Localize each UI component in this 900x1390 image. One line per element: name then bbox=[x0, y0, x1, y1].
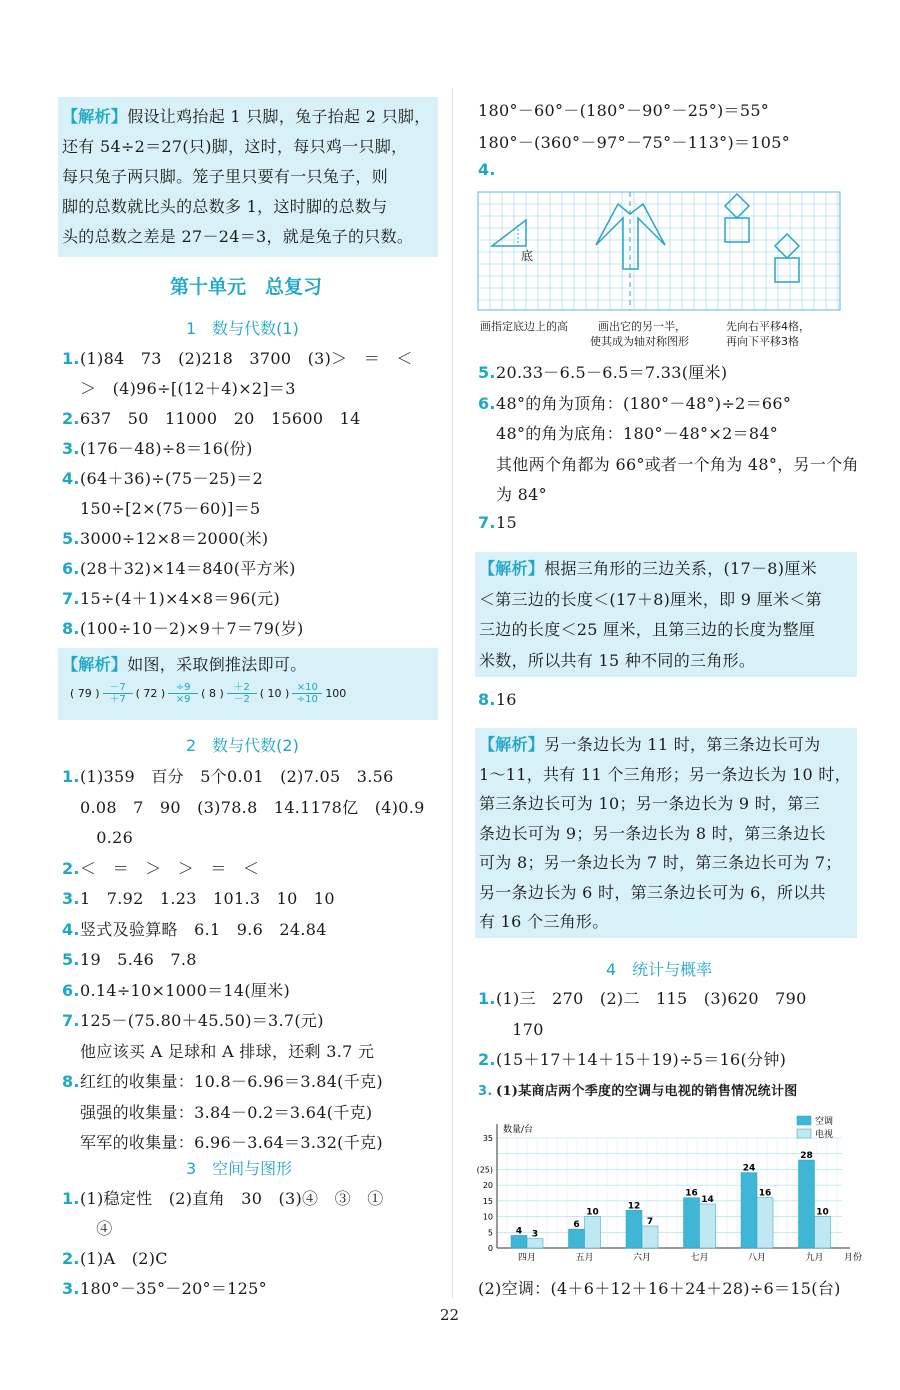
item-text: ＞ (4)96÷[(12＋4)×2]＝3 bbox=[80, 379, 296, 398]
list-item: 180°－(360°－97°－75°－113°)＝105° bbox=[478, 133, 791, 152]
analysis-1-line bbox=[62, 134, 407, 157]
bar-value-label: 16 bbox=[758, 1188, 772, 1199]
item-number: 4. bbox=[62, 919, 80, 939]
column-divider bbox=[452, 88, 453, 1298]
bar-value-label: 14 bbox=[701, 1195, 714, 1205]
bar-value-label: 10 bbox=[816, 1207, 829, 1218]
list-item bbox=[62, 1008, 324, 1031]
bar-value-label: 24 bbox=[742, 1163, 756, 1174]
list-item bbox=[62, 917, 327, 940]
section-1-title: 1 数与代数(1) bbox=[186, 319, 299, 338]
chain-node: ( 10 ) bbox=[259, 687, 290, 700]
analysis-1-line bbox=[62, 104, 431, 127]
analysis-tag: 【解析】 bbox=[62, 107, 128, 126]
analysis-1-line bbox=[62, 194, 388, 217]
analysis-tag: 【解析】 bbox=[62, 655, 128, 674]
bar-电视 bbox=[700, 1204, 716, 1248]
last-line: (2)空调：(4＋6＋12＋16＋24＋28)÷6＝15(台) bbox=[478, 1279, 841, 1298]
item-number: 5. bbox=[62, 529, 80, 548]
analysis-line bbox=[479, 762, 851, 785]
list-item bbox=[62, 856, 259, 879]
bar-value-label: 7 bbox=[646, 1217, 654, 1227]
item-text: 他应该买 A 足球和 A 排球，还剩 3.7 元 bbox=[80, 1041, 375, 1061]
item-text: 0.26 bbox=[80, 828, 134, 847]
section-2-title: 2 数与代数(2) bbox=[186, 736, 299, 755]
chain-arrow bbox=[168, 682, 198, 705]
item-text: 0.14÷10×1000＝14(厘米) bbox=[80, 980, 291, 1000]
item-text: 15 bbox=[496, 512, 517, 532]
item-text: 15÷(4＋1)×4×8＝96(元) bbox=[80, 589, 281, 608]
list-item bbox=[62, 1186, 384, 1209]
analysis-line bbox=[479, 556, 817, 579]
item-text: (176－48)÷8＝16(份) bbox=[80, 439, 253, 458]
q4-number: 4. bbox=[478, 160, 496, 179]
legend-label: 电视 bbox=[815, 1130, 834, 1140]
item-text: 150÷[2×(75－60)]＝5 bbox=[80, 499, 261, 518]
list-item bbox=[478, 360, 727, 383]
analysis-text: 有 16 个三角形。 bbox=[479, 912, 609, 931]
item-text: 125－(75.80＋45.50)＝3.7(元) bbox=[80, 1011, 324, 1030]
category-label: 四月 bbox=[517, 1253, 537, 1263]
list-item bbox=[62, 436, 253, 459]
item-number: 6. bbox=[62, 559, 80, 578]
category-label: 六月 bbox=[632, 1253, 652, 1263]
chain-op-forward: －7 bbox=[109, 682, 126, 693]
list-item bbox=[62, 1246, 168, 1269]
list-item bbox=[62, 346, 413, 369]
analysis-1-text: 每只兔子两只脚。笼子里只要有一只兔子，则 bbox=[62, 167, 389, 186]
analysis-line bbox=[479, 648, 755, 671]
legend-swatch bbox=[797, 1116, 811, 1125]
caption-2: 画出它的另一半， bbox=[598, 320, 686, 333]
list-item bbox=[62, 978, 290, 1001]
item-number: 8. bbox=[62, 1072, 80, 1091]
analysis-1-text: 脚的总数就比头的总数多 1，这时脚的总数与 bbox=[62, 197, 388, 216]
legend-label: 空调 bbox=[815, 1117, 834, 1127]
list-item bbox=[478, 1080, 798, 1099]
page-number: 22 bbox=[440, 1306, 460, 1324]
analysis-line bbox=[479, 791, 820, 814]
analysis-1-text: 假设让鸡抬起 1 只脚，兔子抬起 2 只脚， bbox=[127, 107, 431, 126]
chain-arrow bbox=[292, 682, 322, 705]
y-tick-label: 20 bbox=[482, 1181, 493, 1191]
analysis-1-text: 还有 54÷2＝27(只)脚，这时，每只鸡一只脚， bbox=[62, 137, 408, 156]
item-text: 红红的收集量：10.8－6.96＝3.84(千克) bbox=[80, 1072, 383, 1091]
bar-电视 bbox=[815, 1217, 831, 1248]
item-text: 637 50 11000 20 15600 14 bbox=[80, 409, 361, 428]
item-number: 3. bbox=[62, 889, 80, 908]
list-item bbox=[62, 466, 263, 489]
category-label: 七月 bbox=[690, 1253, 709, 1263]
analysis-text: 根据三角形的三边关系，(17－8)厘米 bbox=[544, 559, 817, 578]
analysis-1-line bbox=[62, 164, 388, 187]
analysis-text: 可为 8；另一条边长为 7 时，第三条边长可为 7； bbox=[479, 853, 842, 872]
item-number: 3. bbox=[62, 1279, 80, 1298]
item-text: 170 bbox=[496, 1019, 544, 1039]
item-text: 48°的角为顶角：(180°－48°)÷2＝66° bbox=[496, 393, 792, 413]
analysis-2 bbox=[62, 652, 307, 675]
chain-node: ( 8 ) bbox=[201, 687, 224, 700]
item-text: (1)某商店两个季度的空调与电视的销售情况统计图 bbox=[496, 1084, 798, 1099]
list-item bbox=[62, 616, 304, 639]
analysis-text: 条边长可为 9；另一条边长为 8 时，第三条边长 bbox=[479, 823, 826, 843]
x-axis-label: 月份 bbox=[844, 1253, 863, 1263]
item-text: (15＋17＋14＋15＋19)÷5＝16(分钟) bbox=[496, 1050, 787, 1069]
item-text: 19 5.46 7.8 bbox=[80, 950, 197, 969]
item-text: (28＋32)×14＝840(平方米) bbox=[80, 559, 296, 578]
bar-value-label: 16 bbox=[685, 1188, 698, 1199]
y-tick-label: 35 bbox=[482, 1134, 493, 1143]
item-text: 竖式及验算略 6.1 9.6 24.84 bbox=[80, 919, 327, 939]
bar-value-label: 4 bbox=[515, 1226, 523, 1237]
item-number: 3. bbox=[478, 1084, 493, 1099]
item-text: 强强的收集量：3.84－0.2＝3.64(千克) bbox=[80, 1102, 373, 1122]
bar-value-label: 3 bbox=[531, 1229, 539, 1240]
y-tick-label: 5 bbox=[487, 1228, 493, 1238]
item-number: 1. bbox=[62, 349, 80, 368]
caption-3: 使其成为轴对称图形 bbox=[590, 335, 689, 348]
bar-空调 bbox=[684, 1198, 700, 1248]
list-item bbox=[62, 947, 197, 970]
section-4-title: 4 统计与概率 bbox=[606, 960, 713, 979]
bar-chart bbox=[475, 1110, 863, 1270]
list-item bbox=[62, 886, 335, 909]
chain-node: 100 bbox=[325, 687, 347, 700]
list-item bbox=[62, 1100, 372, 1123]
chain-op-back: ÷10 bbox=[296, 694, 318, 705]
category-label: 九月 bbox=[805, 1253, 824, 1263]
item-text: (64＋36)÷(75－25)＝2 bbox=[80, 469, 264, 488]
list-item bbox=[62, 825, 133, 848]
item-number: 8. bbox=[62, 619, 80, 638]
item-number: 1. bbox=[478, 989, 496, 1008]
item-text: 为 84° bbox=[496, 485, 547, 504]
item-number: 6. bbox=[62, 980, 80, 1000]
bar-空调 bbox=[741, 1173, 757, 1248]
list-item bbox=[62, 586, 280, 609]
chain-arrow bbox=[227, 682, 257, 705]
analysis-line bbox=[479, 821, 826, 844]
bar-电视 bbox=[585, 1217, 601, 1248]
item-number: 6. bbox=[478, 393, 496, 413]
analysis-text: 第三条边长可为 10；另一条边长为 9 时，第三 bbox=[479, 794, 820, 813]
item-number: 5. bbox=[478, 363, 496, 382]
analysis-line bbox=[479, 850, 842, 873]
list-item bbox=[62, 376, 296, 399]
bar-value-label: 12 bbox=[627, 1201, 641, 1212]
item-text: ＜ ＝ ＞ ＞ ＝ ＜ bbox=[80, 858, 260, 878]
list-item bbox=[62, 556, 296, 579]
item-text: 其他两个角都为 66°或者一个角为 48°，另一个角 bbox=[496, 454, 859, 474]
chain-op-forward: ×10 bbox=[296, 682, 318, 693]
item-number: 2. bbox=[62, 409, 80, 428]
analysis-2-text: 如图，采取倒推法即可。 bbox=[127, 655, 307, 674]
bar-value-label: 6 bbox=[573, 1220, 580, 1231]
y-tick-label: 10 bbox=[482, 1212, 493, 1222]
analysis-line bbox=[479, 732, 820, 755]
base-label: 底 bbox=[521, 249, 534, 263]
analysis-tag: 【解析】 bbox=[479, 735, 545, 754]
item-number: 7. bbox=[62, 1011, 80, 1030]
analysis-text: 另一条边长为 11 时，第三条边长可为 bbox=[544, 735, 821, 754]
analysis-tag: 【解析】 bbox=[479, 559, 545, 578]
item-number: 1. bbox=[62, 767, 80, 786]
bar-电视 bbox=[757, 1198, 773, 1248]
y-tick-label: 0 bbox=[487, 1244, 493, 1253]
chain-op-back: －2 bbox=[233, 694, 250, 705]
y-axis-label: 数量/台 bbox=[503, 1125, 534, 1135]
bar-value-label: 28 bbox=[800, 1151, 813, 1161]
list-item bbox=[478, 391, 791, 414]
caption-5: 再向下平移3格 bbox=[726, 335, 799, 348]
item-text: 48°的角为底角：180°－48°×2＝84° bbox=[496, 424, 779, 443]
item-number: 4. bbox=[62, 469, 80, 488]
analysis-text: 三边的长度＜25 厘米，且第三边的长度为整厘 bbox=[479, 620, 816, 639]
item-text: 180°－35°－20°＝125° bbox=[80, 1279, 267, 1298]
chain-op-back: ＋7 bbox=[109, 694, 126, 705]
list-item bbox=[62, 496, 261, 519]
analysis-line bbox=[479, 617, 815, 640]
item-number: 3. bbox=[62, 439, 80, 458]
bar-空调 bbox=[626, 1210, 642, 1248]
list-item bbox=[62, 1276, 267, 1299]
analysis-line bbox=[479, 880, 826, 903]
item-text: (1)A (2)C bbox=[80, 1249, 168, 1268]
list-item bbox=[62, 406, 361, 429]
chain-node: ( 79 ) bbox=[70, 687, 100, 700]
list-item bbox=[478, 482, 547, 505]
item-text: (1)稳定性 (2)直角 30 (3)④ ③ ① bbox=[80, 1189, 384, 1208]
item-text: (1)359 百分 5个0.01 (2)7.05 3.56 bbox=[80, 767, 394, 786]
y-tick-label: (25) bbox=[476, 1165, 493, 1175]
item-number: 7. bbox=[478, 512, 496, 532]
y-tick-label: 15 bbox=[482, 1196, 493, 1206]
category-label: 八月 bbox=[747, 1253, 767, 1263]
unit-title: 第十单元 总复习 bbox=[170, 276, 323, 298]
analysis-text: 米数，所以共有 15 种不同的三角形。 bbox=[479, 650, 756, 670]
bar-电视 bbox=[527, 1239, 543, 1248]
analysis-line bbox=[479, 909, 609, 932]
list-item bbox=[478, 452, 859, 475]
item-text: 3000÷12×8＝2000(米) bbox=[80, 529, 269, 548]
chain-node: ( 72 ) bbox=[135, 687, 166, 700]
item-number: 2. bbox=[478, 1050, 496, 1069]
bar-电视 bbox=[642, 1226, 658, 1248]
chain-op-forward: ÷9 bbox=[175, 682, 191, 693]
analysis-1-line bbox=[62, 224, 413, 247]
bar-value-label: 10 bbox=[586, 1207, 599, 1218]
reverse-chain bbox=[70, 682, 346, 705]
bar-空调 bbox=[799, 1160, 815, 1248]
item-number: 1. bbox=[62, 1189, 80, 1208]
item-text: 1 7.92 1.23 101.3 10 10 bbox=[80, 889, 335, 908]
section-3-title: 3 空间与图形 bbox=[186, 1159, 293, 1178]
item-text: (1)三 270 (2)二 115 (3)620 790 bbox=[496, 989, 807, 1008]
legend-swatch bbox=[797, 1129, 811, 1138]
item-text: 20.33－6.5－6.5＝7.33(厘米) bbox=[496, 363, 728, 382]
chain-arrow bbox=[103, 682, 133, 705]
list-item bbox=[62, 1069, 383, 1092]
list-item bbox=[478, 1047, 786, 1070]
bar-空调 bbox=[569, 1229, 585, 1248]
list-item bbox=[62, 764, 394, 787]
list-item bbox=[62, 795, 425, 818]
item-number: 7. bbox=[62, 589, 80, 608]
list-item bbox=[62, 526, 268, 549]
bar-空调 bbox=[511, 1235, 527, 1248]
list-item bbox=[478, 1017, 544, 1040]
list-item bbox=[62, 1130, 383, 1153]
list-item bbox=[478, 421, 778, 444]
chain-op-forward: ＋2 bbox=[233, 682, 250, 693]
analysis-text: ＜第三边的长度＜(17＋8)厘米，即 9 厘米＜第 bbox=[479, 589, 822, 609]
chain-op-back: ×9 bbox=[175, 694, 191, 705]
q8: 8.16 bbox=[478, 690, 517, 709]
caption-4: 先向右平移4格， bbox=[726, 320, 810, 333]
item-number: 2. bbox=[62, 858, 80, 878]
list-item bbox=[62, 1216, 113, 1239]
item-text: 军军的收集量：6.96－3.64＝3.32(千克) bbox=[80, 1133, 383, 1152]
list-item bbox=[62, 1039, 374, 1062]
category-label: 五月 bbox=[575, 1253, 594, 1263]
item-number: 5. bbox=[62, 950, 80, 969]
list-item bbox=[478, 986, 807, 1009]
analysis-line bbox=[479, 587, 822, 610]
list-item bbox=[478, 513, 517, 532]
item-text: 0.08 7 90 (3)78.8 14.1178亿 (4)0.9 bbox=[80, 797, 425, 817]
analysis-text: 1～11，共有 11 个三角形；另一条边长为 10 时， bbox=[479, 764, 852, 784]
analysis-1-text: 头的总数之差是 27－24＝3，就是兔子的只数。 bbox=[62, 227, 414, 246]
analysis-text: 另一条边长为 6 时，第三条边长可为 6，所以共 bbox=[479, 882, 826, 902]
item-text: (1)84 73 (2)218 3700 (3)＞ ＝ ＜ bbox=[80, 349, 413, 368]
list-item: 180°－60°－(180°－90°－25°)＝55° bbox=[478, 101, 770, 120]
item-text: ④ bbox=[80, 1219, 113, 1238]
item-text: (100÷10－2)×9＋7＝79(岁) bbox=[80, 619, 304, 638]
item-number: 2. bbox=[62, 1249, 80, 1268]
caption-1: 画指定底边上的高 bbox=[480, 320, 568, 333]
